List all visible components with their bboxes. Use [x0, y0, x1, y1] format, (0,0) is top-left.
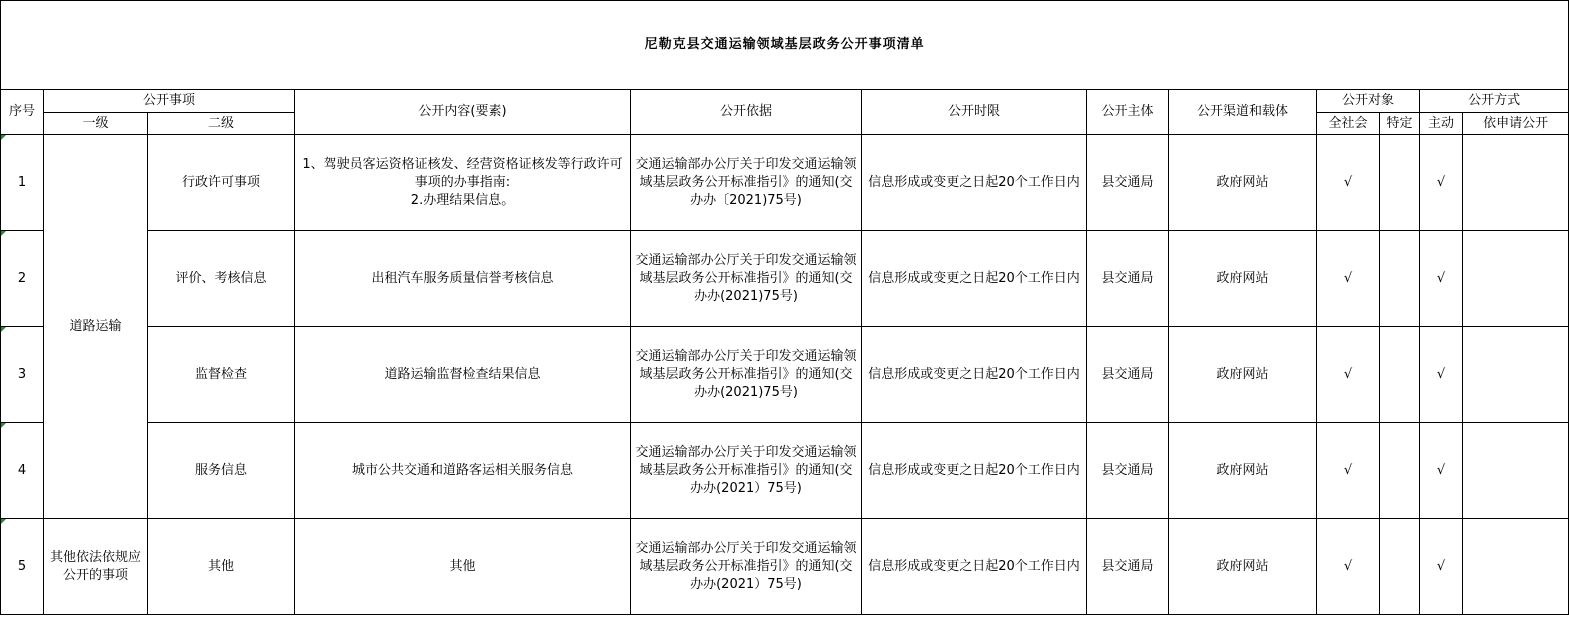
row-content [295, 135, 631, 231]
row-seq: 1 [1, 135, 44, 231]
row-society-check: √ [1317, 423, 1380, 519]
row-on-request-check [1463, 423, 1569, 519]
row-time-limit: 信息形成或变更之日起20个工作日内 [862, 423, 1087, 519]
row-subject: 县交通局 [1087, 423, 1169, 519]
row-on-request-check [1463, 519, 1569, 615]
row-basis: 交通运输部办公厅关于印发交通运输领域基层政务公开标准指引》的通知(交办办(2021）75号) [631, 423, 862, 519]
content-line: 2.办理结果信息。 [410, 192, 515, 208]
row-channel: 政府网站 [1169, 135, 1317, 231]
header-level1: 一级 [44, 113, 148, 135]
row-channel: 政府网站 [1169, 423, 1317, 519]
row-active-check: √ [1420, 423, 1463, 519]
row-content [295, 327, 631, 423]
content-line: 城市公共交通和道路客运相关服务信息 [351, 462, 573, 478]
header-society: 全社会 [1317, 113, 1380, 135]
header-target: 公开对象 [1317, 90, 1420, 113]
row-content [295, 423, 631, 519]
row-seq: 5 [1, 519, 44, 615]
row-subject: 县交通局 [1087, 231, 1169, 327]
header-seq: 序号 [1, 90, 44, 135]
row-content [295, 519, 631, 615]
row-active-check: √ [1420, 231, 1463, 327]
table-row [1, 327, 1569, 423]
header-basis: 公开依据 [631, 90, 862, 135]
row-channel: 政府网站 [1169, 519, 1317, 615]
row-time-limit: 信息形成或变更之日起20个工作日内 [862, 519, 1087, 615]
row-level2: 评价、考核信息 [148, 231, 295, 327]
row-specific-check [1380, 327, 1420, 423]
row-active-check: √ [1420, 519, 1463, 615]
row-level2: 其他 [148, 519, 295, 615]
row-specific-check [1380, 423, 1420, 519]
header-specific: 特定 [1380, 113, 1420, 135]
row-on-request-check [1463, 327, 1569, 423]
header-method: 公开方式 [1420, 90, 1569, 113]
row-channel: 政府网站 [1169, 327, 1317, 423]
row-specific-check [1380, 231, 1420, 327]
header-subject: 公开主体 [1087, 90, 1169, 135]
row-basis: 交通运输部办公厅关于印发交通运输领域基层政务公开标准指引》的通知(交办办(2021)75号) [631, 231, 862, 327]
table-row [1, 423, 1569, 519]
row-active-check: √ [1420, 327, 1463, 423]
row-specific-check [1380, 135, 1420, 231]
header-item: 公开事项 [44, 90, 295, 113]
row-society-check: √ [1317, 327, 1380, 423]
header-channel: 公开渠道和载体 [1169, 90, 1317, 135]
row-channel: 政府网站 [1169, 231, 1317, 327]
row-level2: 服务信息 [148, 423, 295, 519]
row-seq: 2 [1, 231, 44, 327]
row-basis: 交通运输部办公厅关于印发交通运输领域基层政务公开标准指引》的通知(交办办(2021）75号) [631, 519, 862, 615]
row-specific-check [1380, 519, 1420, 615]
row-time-limit: 信息形成或变更之日起20个工作日内 [862, 327, 1087, 423]
row-subject: 县交通局 [1087, 519, 1169, 615]
row-on-request-check [1463, 231, 1569, 327]
table-row [1, 135, 1569, 231]
row-level2: 行政许可事项 [148, 135, 295, 231]
level1-road-transport: 道路运输 [44, 135, 148, 519]
header-active: 主动 [1420, 113, 1463, 135]
row-time-limit: 信息形成或变更之日起20个工作日内 [862, 231, 1087, 327]
row-content [295, 231, 631, 327]
content-line: 其他 [449, 558, 476, 574]
row-active-check: √ [1420, 135, 1463, 231]
table-row [1, 231, 1569, 327]
row-society-check: √ [1317, 135, 1380, 231]
header-time-limit: 公开时限 [862, 90, 1087, 135]
level1-other: 其他依法依规应公开的事项 [44, 519, 148, 615]
row-basis: 交通运输部办公厅关于印发交通运输领域基层政务公开标准指引》的通知(交办办(2021)75号) [631, 327, 862, 423]
header-level2: 二级 [148, 113, 295, 135]
row-subject: 县交通局 [1087, 135, 1169, 231]
row-level2: 监督检查 [148, 327, 295, 423]
header-on-request: 依申请公开 [1463, 113, 1569, 135]
row-society-check: √ [1317, 231, 1380, 327]
sheet-title: 尼勒克县交通运输领域基层政务公开事项清单 [1, 1, 1569, 90]
row-basis: 交通运输部办公厅关于印发交通运输领域基层政务公开标准指引》的通知(交办办〔2021)75号) [631, 135, 862, 231]
header-content: 公开内容(要素) [295, 90, 631, 135]
row-on-request-check [1463, 135, 1569, 231]
row-society-check: √ [1317, 519, 1380, 615]
content-line: 道路运输监督检查结果信息 [384, 366, 541, 382]
table-row [1, 519, 1569, 615]
row-seq: 4 [1, 423, 44, 519]
row-seq: 3 [1, 327, 44, 423]
content-line: 出租汽车服务质量信誉考核信息 [371, 270, 554, 286]
content-line: 1、驾驶员客运资格证核发、经营资格证核发等行政许可事项的办事指南: [302, 156, 623, 190]
row-subject: 县交通局 [1087, 327, 1169, 423]
row-time-limit: 信息形成或变更之日起20个工作日内 [862, 135, 1087, 231]
